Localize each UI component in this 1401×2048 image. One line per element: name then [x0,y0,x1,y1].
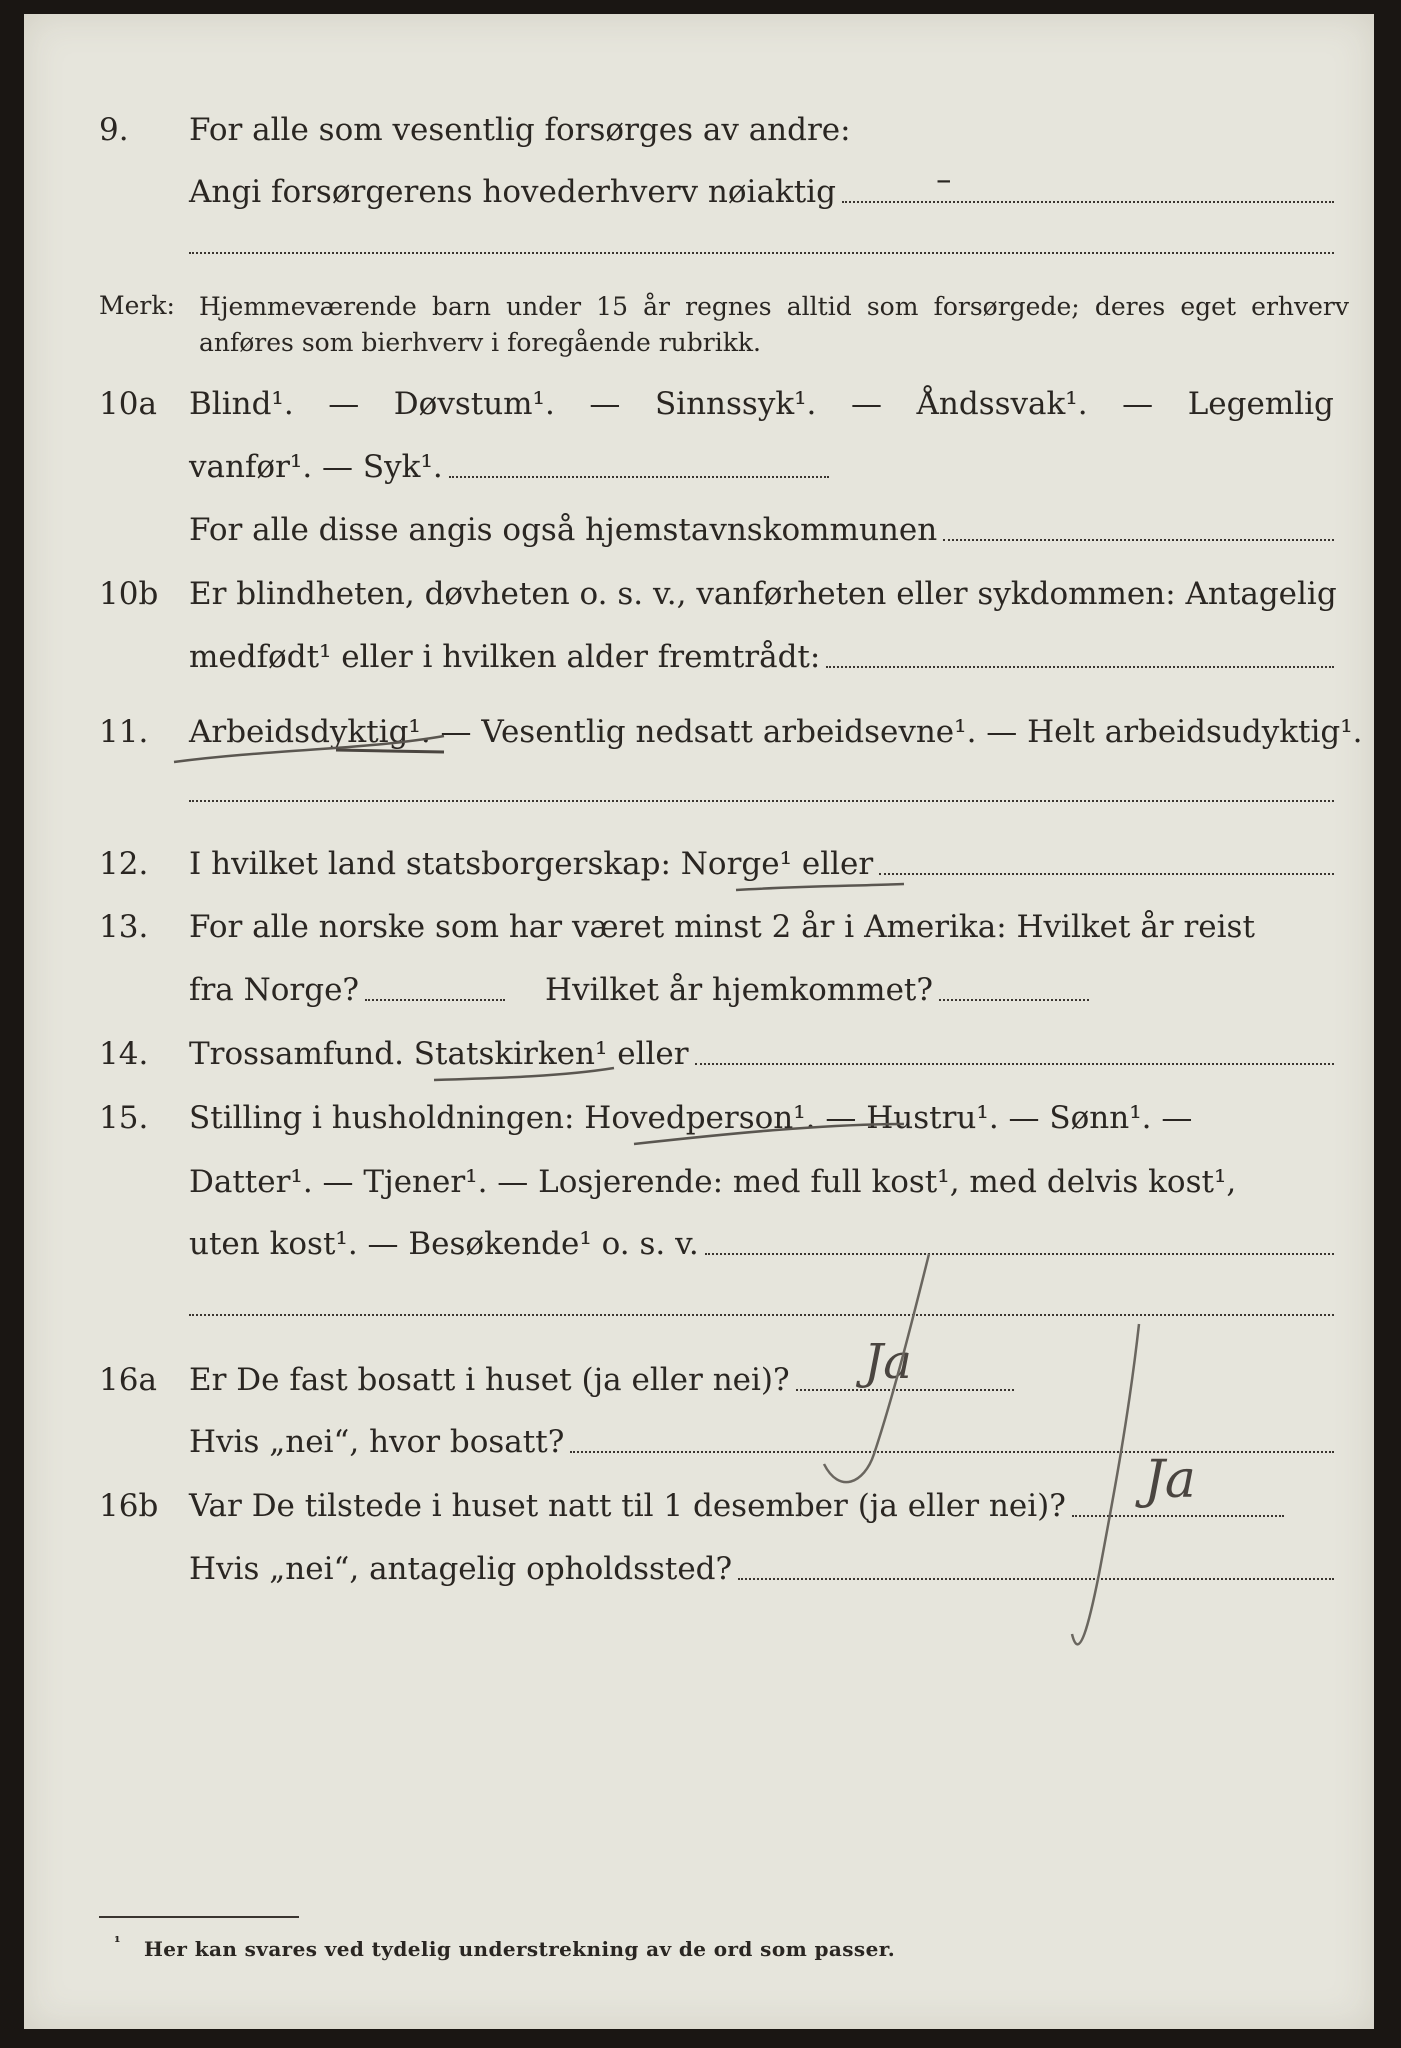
merk-text: Hjemmeværende barn under 15 år regnes alltid som forsørgede; deres eget erhverv anføres som bierhverv i foregående rubrikk. [199,292,1349,357]
footnote-rule [99,1916,299,1918]
q9-number: 9. [99,112,129,148]
q16b-answer-line [1072,1515,1284,1517]
q14-number: 14. [99,1036,149,1072]
q13-number: 13. [99,909,149,945]
q15-number: 15. [99,1100,149,1136]
q12-answer-line [879,873,1334,875]
option-blind: Blind¹. [189,386,294,422]
footnote [114,1933,896,1961]
q16b-question: Var De tilstede i huset natt til 1 desember (ja eller nei)? [189,1488,1066,1524]
q13-reist-line [365,999,505,1001]
q16b-question-2: Hvis „nei“, antagelig opholdssted? [189,1551,733,1587]
q13-reist-label: fra Norge? [189,972,360,1008]
underline-norge [736,884,904,890]
q16b-answer-handwritten: Ja [1144,1450,1196,1510]
q16b-opholdssted-line [738,1578,1334,1580]
q14-question: Trossamfund. Statskirken¹ eller [189,1036,689,1072]
q16a-bosatt-line [570,1451,1334,1453]
q16b-number: 16b [99,1488,159,1524]
dash: — [589,386,621,422]
q10a-line2-text: vanfør¹. — Syk¹. [189,449,443,485]
q11-extra-line [189,800,1334,802]
q10a-answer-line [449,476,829,478]
q10b-number: 10b [99,576,159,612]
footnote-mark: ¹ [114,1933,121,1951]
q16a-number: 16a [99,1362,157,1398]
q10a-number: 10a [99,386,157,422]
option-andssvak: Åndssvak¹. [916,386,1088,422]
q11-number: 11. [99,714,149,750]
q9-question: For alle som vesentlig forsørges av andre: [189,112,851,148]
census-form-page [24,14,1374,2029]
q16a-question-2: Hvis „nei“, hvor bosatt? [189,1424,565,1460]
option-legemlig: Legemlig [1187,386,1334,422]
q15-question: Stilling i husholdningen: Hovedperson¹. — Hustru¹. — Sønn¹. — [189,1100,1193,1136]
q16a-question: Er De fast bosatt i huset (ja eller nei)? [189,1362,790,1398]
q12-number: 12. [99,846,149,882]
q10b-question: Er blindheten, døvheten o. s. v., vanførheten eller sykdommen: Antagelig [189,576,1337,612]
q10a-line3-text: For alle disse angis også hjemstavnskommunen [189,512,938,548]
q12-question: I hvilket land statsborgerskap: Norge¹ eller [189,846,874,882]
q10b-question-2: medfødt¹ eller i hvilken alder fremtrådt: [189,639,821,675]
q11-options: Arbeidsdyktig¹. — Vesentlig nedsatt arbeidsevne¹. — Helt arbeidsudyktig¹. [189,714,1363,750]
q10a-options [189,384,1334,424]
q15-extra-line [189,1314,1334,1316]
dash: — [850,386,882,422]
q15-options-3: uten kost¹. — Besøkende¹ o. s. v. [189,1226,699,1262]
dash: — [1122,386,1154,422]
q9-extra-line [189,252,1334,254]
pencil-stroke-16b [1072,1324,1139,1644]
q14-answer-line [695,1063,1334,1065]
merk-label: Merk: [99,291,175,320]
q9-answer-line [842,201,1334,203]
q15-options-2: Datter¹. — Tjener¹. — Losjerende: med full kost¹, med delvis kost¹, [189,1164,1237,1200]
option-dovstum: Døvstum¹. [393,386,555,422]
q13-hjemkommet-line [939,999,1089,1001]
dash: — [328,386,360,422]
q13-hjemkommet-label: Hvilket år hjemkommet? [545,972,934,1008]
q9-question-2: Angi forsørgerens hovederhverv nøiaktig [189,174,836,210]
q9-answer-handwritten: – [936,162,952,198]
q15-answer-line [705,1253,1334,1255]
q16a-answer-handwritten: Ja [864,1334,912,1390]
q13-question: For alle norske som har været minst 2 år i Amerika: Hvilket år reist [189,909,1255,945]
q10a-hjemstavn-line [943,539,1334,541]
option-sinnssyk: Sinnssyk¹. [654,386,817,422]
footnote-text: Her kan svares ved tydelig understrekning av de ord som passer. [144,1937,896,1961]
q10b-answer-line [826,666,1334,668]
